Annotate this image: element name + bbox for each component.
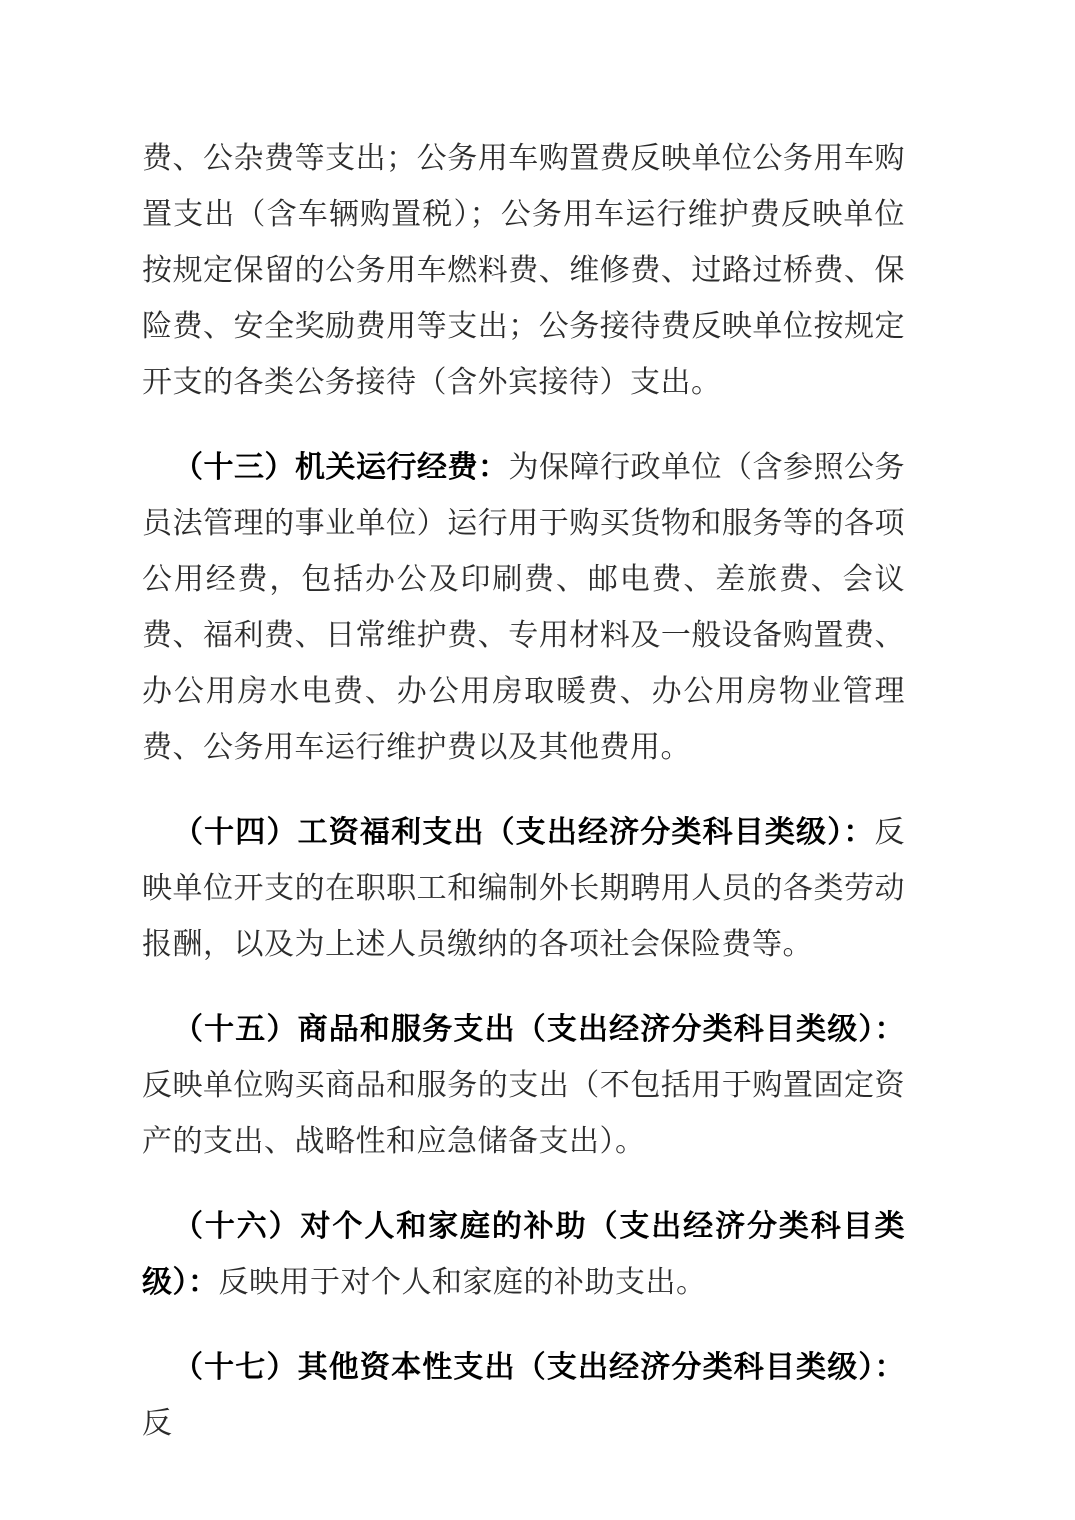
body-text: 为保障行政单位（含参照公务员法管理的事业单位）运行用于购买货物和服务等的各项公用经费，包括办公及印刷费、邮电费、差旅费、会议费、福利费、日常维护费、专用材料及一般设备购置费、办公用房水电费、办公用房取暖费、办公用房物业管理费、公务用车运行维护费以及其他费用。	[142, 451, 905, 764]
section-heading: （十七）其他资本性支出（支出经济分类科目类级）：	[173, 1351, 905, 1384]
section-heading: （十三）机关运行经费：	[173, 451, 509, 484]
body-text: 反映单位开支的在职职工和编制外长期聘用人员的各类劳动报酬，以及为上述人员缴纳的各项社会保险费等。	[142, 816, 905, 961]
section-heading: （十四）工资福利支出（支出经济分类科目类级）：	[173, 816, 875, 849]
para-continuation-vehicle-expenses	[142, 131, 905, 411]
section-heading: （十五）商品和服务支出（支出经济分类科目类级）：	[173, 1013, 905, 1046]
section-heading: （十六）对个人和家庭的补助（支出经济分类科目类级）：	[142, 1210, 905, 1299]
body-text: 反	[142, 1407, 173, 1440]
document-body	[142, 131, 905, 1452]
para-section-13	[142, 440, 905, 776]
body-text: 反映单位购买商品和服务的支出（不包括用于购置固定资产的支出、战略性和应急储备支出）。	[142, 1069, 905, 1158]
para-section-16	[142, 1199, 905, 1311]
body-text: 反映用于对个人和家庭的补助支出。	[218, 1266, 707, 1299]
para-section-17	[142, 1340, 905, 1452]
para-section-14	[142, 805, 905, 973]
para-section-15	[142, 1002, 905, 1170]
body-text: 费、公杂费等支出；公务用车购置费反映单位公务用车购置支出（含车辆购置税）；公务用车运行维护费反映单位按规定保留的公务用车燃料费、维修费、过路过桥费、保险费、安全奖励费用等支出；公务接待费反映单位按规定开支的各类公务接待（含外宾接待）支出。	[142, 142, 905, 399]
